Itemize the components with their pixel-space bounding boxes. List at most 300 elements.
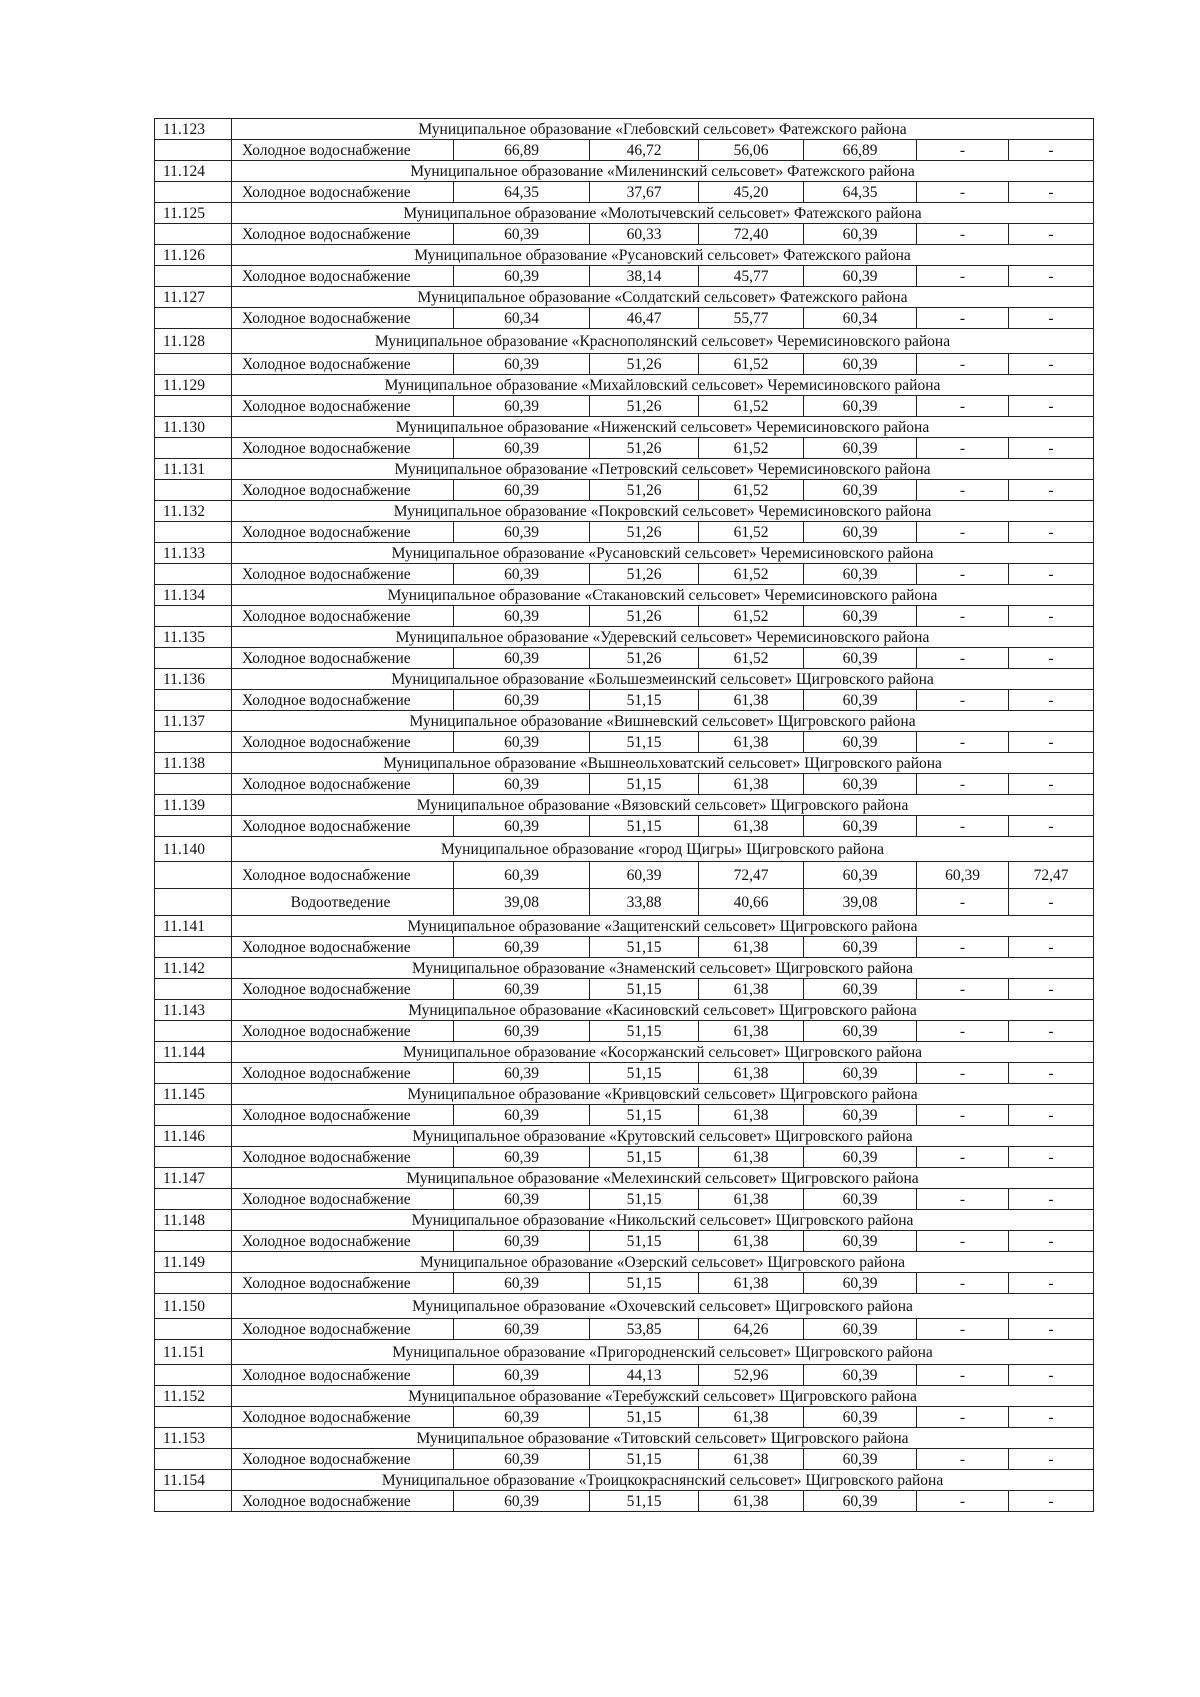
row-number: 11.130 bbox=[155, 417, 232, 438]
service-name: Холодное водоснабжение bbox=[232, 862, 454, 889]
tariff-value: 60,39 bbox=[804, 774, 917, 795]
empty-number-cell bbox=[155, 774, 232, 795]
tariff-value: - bbox=[1009, 889, 1094, 916]
municipality-header-row bbox=[155, 543, 1094, 564]
service-name: Холодное водоснабжение bbox=[232, 1491, 454, 1512]
tariff-value: 72,47 bbox=[699, 862, 804, 889]
tariff-value: - bbox=[917, 1189, 1009, 1210]
tariff-value: 60,39 bbox=[454, 774, 590, 795]
row-number: 11.153 bbox=[155, 1428, 232, 1449]
tariff-value: 60,39 bbox=[804, 1231, 917, 1252]
municipality-title: Муниципальное образование «Русановский сельсовет» Фатежского района bbox=[232, 245, 1094, 266]
tariff-value: 72,47 bbox=[1009, 862, 1094, 889]
empty-number-cell bbox=[155, 522, 232, 543]
service-name: Холодное водоснабжение bbox=[232, 1189, 454, 1210]
tariff-value: - bbox=[1009, 564, 1094, 585]
tariff-value: 51,15 bbox=[590, 1147, 699, 1168]
tariff-value: 60,39 bbox=[804, 690, 917, 711]
service-row bbox=[155, 1449, 1094, 1470]
municipality-title: Муниципальное образование «город Щигры» Щигровского района bbox=[232, 837, 1094, 862]
row-number: 11.132 bbox=[155, 501, 232, 522]
tariff-value: 45,20 bbox=[699, 182, 804, 203]
municipality-header-row bbox=[155, 501, 1094, 522]
tariff-value: - bbox=[917, 308, 1009, 329]
service-row bbox=[155, 1365, 1094, 1386]
service-row bbox=[155, 182, 1094, 203]
empty-number-cell bbox=[155, 1273, 232, 1294]
municipality-title: Муниципальное образование «Никольский сельсовет» Щигровского района bbox=[232, 1210, 1094, 1231]
municipality-title: Муниципальное образование «Глебовский сельсовет» Фатежского района bbox=[232, 119, 1094, 140]
tariff-value: - bbox=[1009, 266, 1094, 287]
municipality-title: Муниципальное образование «Петровский сельсовет» Черемисиновского района bbox=[232, 459, 1094, 480]
municipality-header-row bbox=[155, 795, 1094, 816]
tariff-value: 60,39 bbox=[454, 522, 590, 543]
tariff-value: - bbox=[917, 480, 1009, 501]
municipality-header-row bbox=[155, 203, 1094, 224]
tariff-value: 72,40 bbox=[699, 224, 804, 245]
tariff-value: - bbox=[1009, 140, 1094, 161]
tariff-value: 60,34 bbox=[454, 308, 590, 329]
tariff-value: - bbox=[917, 266, 1009, 287]
service-row bbox=[155, 224, 1094, 245]
municipality-title: Муниципальное образование «Ниженский сельсовет» Черемисиновского района bbox=[232, 417, 1094, 438]
tariff-value: - bbox=[1009, 1449, 1094, 1470]
service-row bbox=[155, 862, 1094, 889]
tariff-value: - bbox=[1009, 1365, 1094, 1386]
empty-number-cell bbox=[155, 889, 232, 916]
tariff-value: 51,26 bbox=[590, 648, 699, 669]
service-name: Холодное водоснабжение bbox=[232, 816, 454, 837]
tariff-value: 61,38 bbox=[699, 1491, 804, 1512]
row-number: 11.140 bbox=[155, 837, 232, 862]
service-row bbox=[155, 732, 1094, 753]
municipality-header-row bbox=[155, 1252, 1094, 1273]
service-name: Холодное водоснабжение bbox=[232, 564, 454, 585]
tariff-value: 61,52 bbox=[699, 606, 804, 627]
tariff-value: 60,39 bbox=[804, 1407, 917, 1428]
service-row bbox=[155, 564, 1094, 585]
tariff-value: 64,35 bbox=[454, 182, 590, 203]
empty-number-cell bbox=[155, 937, 232, 958]
service-name: Холодное водоснабжение bbox=[232, 690, 454, 711]
tariff-value: 51,15 bbox=[590, 690, 699, 711]
tariff-value: 66,89 bbox=[454, 140, 590, 161]
tariff-value: - bbox=[917, 690, 1009, 711]
tariff-value: - bbox=[917, 224, 1009, 245]
tariff-value: 46,72 bbox=[590, 140, 699, 161]
tariff-value: - bbox=[917, 438, 1009, 459]
row-number: 11.124 bbox=[155, 161, 232, 182]
row-number: 11.123 bbox=[155, 119, 232, 140]
tariff-table bbox=[154, 118, 1094, 1512]
municipality-header-row bbox=[155, 375, 1094, 396]
tariff-value: - bbox=[1009, 1231, 1094, 1252]
service-name: Холодное водоснабжение bbox=[232, 648, 454, 669]
municipality-header-row bbox=[155, 1084, 1094, 1105]
tariff-table-body bbox=[155, 119, 1094, 1512]
municipality-header-row bbox=[155, 1042, 1094, 1063]
row-number: 11.126 bbox=[155, 245, 232, 266]
tariff-value: - bbox=[917, 564, 1009, 585]
empty-number-cell bbox=[155, 308, 232, 329]
service-name: Холодное водоснабжение bbox=[232, 1319, 454, 1340]
municipality-title: Муниципальное образование «Косоржанский сельсовет» Щигровского района bbox=[232, 1042, 1094, 1063]
tariff-value: 46,47 bbox=[590, 308, 699, 329]
municipality-header-row bbox=[155, 1210, 1094, 1231]
municipality-title: Муниципальное образование «Большезмеинский сельсовет» Щигровского района bbox=[232, 669, 1094, 690]
municipality-title: Муниципальное образование «Вязовский сельсовет» Щигровского района bbox=[232, 795, 1094, 816]
tariff-value: 45,77 bbox=[699, 266, 804, 287]
tariff-value: - bbox=[917, 1147, 1009, 1168]
empty-number-cell bbox=[155, 1021, 232, 1042]
row-number: 11.148 bbox=[155, 1210, 232, 1231]
tariff-value: - bbox=[917, 1021, 1009, 1042]
row-number: 11.147 bbox=[155, 1168, 232, 1189]
tariff-value: 51,15 bbox=[590, 1105, 699, 1126]
empty-number-cell bbox=[155, 266, 232, 287]
row-number: 11.141 bbox=[155, 916, 232, 937]
tariff-value: 60,39 bbox=[804, 354, 917, 375]
tariff-value: 51,15 bbox=[590, 1063, 699, 1084]
empty-number-cell bbox=[155, 1491, 232, 1512]
municipality-header-row bbox=[155, 1428, 1094, 1449]
empty-number-cell bbox=[155, 1449, 232, 1470]
tariff-value: 60,39 bbox=[454, 354, 590, 375]
tariff-value: 60,39 bbox=[454, 1319, 590, 1340]
tariff-value: - bbox=[1009, 690, 1094, 711]
tariff-value: 51,15 bbox=[590, 774, 699, 795]
service-row bbox=[155, 937, 1094, 958]
municipality-title: Муниципальное образование «Титовский сельсовет» Щигровского района bbox=[232, 1428, 1094, 1449]
municipality-title: Муниципальное образование «Удеревский сельсовет» Черемисиновского района bbox=[232, 627, 1094, 648]
service-row bbox=[155, 1105, 1094, 1126]
empty-number-cell bbox=[155, 480, 232, 501]
tariff-value: - bbox=[1009, 937, 1094, 958]
row-number: 11.129 bbox=[155, 375, 232, 396]
service-name: Холодное водоснабжение bbox=[232, 266, 454, 287]
row-number: 11.139 bbox=[155, 795, 232, 816]
empty-number-cell bbox=[155, 396, 232, 417]
tariff-value: 60,39 bbox=[804, 1319, 917, 1340]
tariff-value: - bbox=[1009, 438, 1094, 459]
tariff-value: 60,39 bbox=[454, 266, 590, 287]
tariff-value: 66,89 bbox=[804, 140, 917, 161]
tariff-value: - bbox=[917, 1231, 1009, 1252]
tariff-value: 60,39 bbox=[454, 648, 590, 669]
tariff-value: - bbox=[917, 1319, 1009, 1340]
service-row bbox=[155, 1021, 1094, 1042]
service-name: Холодное водоснабжение bbox=[232, 1407, 454, 1428]
empty-number-cell bbox=[155, 182, 232, 203]
tariff-value: - bbox=[917, 1273, 1009, 1294]
tariff-value: 52,96 bbox=[699, 1365, 804, 1386]
tariff-value: 60,39 bbox=[454, 1231, 590, 1252]
service-row bbox=[155, 1491, 1094, 1512]
tariff-value: 60,39 bbox=[804, 862, 917, 889]
row-number: 11.151 bbox=[155, 1340, 232, 1365]
municipality-title: Муниципальное образование «Пригородненский сельсовет» Щигровского района bbox=[232, 1340, 1094, 1365]
municipality-header-row bbox=[155, 1470, 1094, 1491]
municipality-title: Муниципальное образование «Кривцовский сельсовет» Щигровского района bbox=[232, 1084, 1094, 1105]
tariff-value: 51,26 bbox=[590, 438, 699, 459]
tariff-value: 60,39 bbox=[454, 1147, 590, 1168]
municipality-title: Муниципальное образование «Миленинский сельсовет» Фатежского района bbox=[232, 161, 1094, 182]
tariff-value: 60,39 bbox=[804, 564, 917, 585]
service-row bbox=[155, 522, 1094, 543]
tariff-value: 53,85 bbox=[590, 1319, 699, 1340]
tariff-value: - bbox=[917, 522, 1009, 543]
tariff-value: 61,38 bbox=[699, 732, 804, 753]
row-number: 11.154 bbox=[155, 1470, 232, 1491]
municipality-header-row bbox=[155, 161, 1094, 182]
tariff-value: 60,39 bbox=[454, 732, 590, 753]
service-row bbox=[155, 354, 1094, 375]
tariff-value: 60,39 bbox=[454, 1021, 590, 1042]
tariff-value: 51,15 bbox=[590, 1231, 699, 1252]
tariff-value: 56,06 bbox=[699, 140, 804, 161]
tariff-value: 60,39 bbox=[804, 1449, 917, 1470]
tariff-value: 60,39 bbox=[454, 606, 590, 627]
service-row bbox=[155, 1063, 1094, 1084]
service-name: Водоотведение bbox=[232, 889, 454, 916]
service-name: Холодное водоснабжение bbox=[232, 140, 454, 161]
tariff-value: 60,39 bbox=[454, 937, 590, 958]
tariff-value: 60,34 bbox=[804, 308, 917, 329]
tariff-value: - bbox=[917, 1063, 1009, 1084]
municipality-header-row bbox=[155, 329, 1094, 354]
tariff-value: 60,39 bbox=[804, 522, 917, 543]
tariff-value: 60,39 bbox=[804, 480, 917, 501]
tariff-value: 61,38 bbox=[699, 1407, 804, 1428]
row-number: 11.137 bbox=[155, 711, 232, 732]
tariff-value: 60,39 bbox=[454, 1063, 590, 1084]
empty-number-cell bbox=[155, 979, 232, 1000]
tariff-value: 38,14 bbox=[590, 266, 699, 287]
empty-number-cell bbox=[155, 1105, 232, 1126]
municipality-header-row bbox=[155, 753, 1094, 774]
empty-number-cell bbox=[155, 1407, 232, 1428]
service-row bbox=[155, 1319, 1094, 1340]
municipality-title: Муниципальное образование «Стакановский сельсовет» Черемисиновского района bbox=[232, 585, 1094, 606]
tariff-value: - bbox=[1009, 979, 1094, 1000]
tariff-value: - bbox=[917, 1105, 1009, 1126]
service-row bbox=[155, 308, 1094, 329]
tariff-value: - bbox=[917, 1365, 1009, 1386]
tariff-value: 60,39 bbox=[454, 564, 590, 585]
municipality-header-row bbox=[155, 669, 1094, 690]
service-row bbox=[155, 648, 1094, 669]
service-name: Холодное водоснабжение bbox=[232, 979, 454, 1000]
tariff-value: - bbox=[917, 889, 1009, 916]
tariff-value: - bbox=[1009, 816, 1094, 837]
empty-number-cell bbox=[155, 732, 232, 753]
tariff-value: - bbox=[917, 1491, 1009, 1512]
empty-number-cell bbox=[155, 606, 232, 627]
tariff-value: 61,38 bbox=[699, 979, 804, 1000]
row-number: 11.134 bbox=[155, 585, 232, 606]
municipality-header-row bbox=[155, 1168, 1094, 1189]
tariff-value: 60,39 bbox=[804, 937, 917, 958]
municipality-header-row bbox=[155, 585, 1094, 606]
row-number: 11.125 bbox=[155, 203, 232, 224]
tariff-value: 60,39 bbox=[804, 1063, 917, 1084]
row-number: 11.149 bbox=[155, 1252, 232, 1273]
tariff-value: - bbox=[1009, 1319, 1094, 1340]
service-name: Холодное водоснабжение bbox=[232, 732, 454, 753]
tariff-value: 60,39 bbox=[454, 1365, 590, 1386]
row-number: 11.146 bbox=[155, 1126, 232, 1147]
tariff-value: 51,15 bbox=[590, 732, 699, 753]
row-number: 11.131 bbox=[155, 459, 232, 480]
tariff-value: 61,38 bbox=[699, 1105, 804, 1126]
tariff-value: - bbox=[1009, 1491, 1094, 1512]
service-name: Холодное водоснабжение bbox=[232, 1273, 454, 1294]
empty-number-cell bbox=[155, 564, 232, 585]
row-number: 11.138 bbox=[155, 753, 232, 774]
tariff-value: 61,38 bbox=[699, 774, 804, 795]
tariff-value: - bbox=[917, 140, 1009, 161]
tariff-value: 61,38 bbox=[699, 1063, 804, 1084]
service-name: Холодное водоснабжение bbox=[232, 1365, 454, 1386]
tariff-value: - bbox=[917, 354, 1009, 375]
row-number: 11.145 bbox=[155, 1084, 232, 1105]
tariff-value: 39,08 bbox=[804, 889, 917, 916]
municipality-title: Муниципальное образование «Защитенский сельсовет» Щигровского района bbox=[232, 916, 1094, 937]
municipality-header-row bbox=[155, 1294, 1094, 1319]
tariff-value: 64,35 bbox=[804, 182, 917, 203]
municipality-header-row bbox=[155, 1000, 1094, 1021]
tariff-value: 51,26 bbox=[590, 396, 699, 417]
tariff-value: 60,39 bbox=[454, 1189, 590, 1210]
municipality-header-row bbox=[155, 119, 1094, 140]
row-number: 11.133 bbox=[155, 543, 232, 564]
empty-number-cell bbox=[155, 1189, 232, 1210]
tariff-value: 60,39 bbox=[454, 1105, 590, 1126]
tariff-value: 60,39 bbox=[804, 816, 917, 837]
tariff-value: - bbox=[917, 1407, 1009, 1428]
tariff-value: 60,39 bbox=[454, 396, 590, 417]
tariff-value: - bbox=[917, 396, 1009, 417]
service-row bbox=[155, 480, 1094, 501]
municipality-title: Муниципальное образование «Молотычевский сельсовет» Фатежского района bbox=[232, 203, 1094, 224]
tariff-value: 39,08 bbox=[454, 889, 590, 916]
tariff-value: 51,15 bbox=[590, 1449, 699, 1470]
row-number: 11.143 bbox=[155, 1000, 232, 1021]
service-name: Холодное водоснабжение bbox=[232, 1231, 454, 1252]
municipality-header-row bbox=[155, 1386, 1094, 1407]
municipality-header-row bbox=[155, 958, 1094, 979]
tariff-value: 60,39 bbox=[804, 732, 917, 753]
tariff-value: 60,39 bbox=[804, 438, 917, 459]
service-row bbox=[155, 396, 1094, 417]
tariff-value: 64,26 bbox=[699, 1319, 804, 1340]
municipality-header-row bbox=[155, 1340, 1094, 1365]
tariff-value: 60,39 bbox=[454, 1491, 590, 1512]
municipality-title: Муниципальное образование «Озерский сельсовет» Щигровского района bbox=[232, 1252, 1094, 1273]
tariff-value: 60,39 bbox=[454, 1273, 590, 1294]
tariff-value: 60,39 bbox=[804, 1105, 917, 1126]
tariff-value: - bbox=[917, 979, 1009, 1000]
tariff-value: - bbox=[1009, 1407, 1094, 1428]
tariff-value: 60,39 bbox=[804, 1491, 917, 1512]
tariff-value: 51,26 bbox=[590, 480, 699, 501]
tariff-value: 51,26 bbox=[590, 354, 699, 375]
empty-number-cell bbox=[155, 1365, 232, 1386]
tariff-value: - bbox=[917, 182, 1009, 203]
tariff-value: 61,52 bbox=[699, 648, 804, 669]
tariff-value: 60,39 bbox=[804, 648, 917, 669]
tariff-value: 61,52 bbox=[699, 438, 804, 459]
tariff-value: 60,39 bbox=[454, 862, 590, 889]
tariff-value: - bbox=[1009, 1273, 1094, 1294]
municipality-title: Муниципальное образование «Знаменский сельсовет» Щигровского района bbox=[232, 958, 1094, 979]
tariff-value: 51,15 bbox=[590, 937, 699, 958]
tariff-value: 60,39 bbox=[804, 1273, 917, 1294]
tariff-value: 60,39 bbox=[804, 224, 917, 245]
empty-number-cell bbox=[155, 690, 232, 711]
tariff-value: 51,26 bbox=[590, 606, 699, 627]
empty-number-cell bbox=[155, 224, 232, 245]
tariff-value: - bbox=[1009, 1189, 1094, 1210]
row-number: 11.127 bbox=[155, 287, 232, 308]
tariff-value: 61,52 bbox=[699, 564, 804, 585]
tariff-value: 60,39 bbox=[804, 1021, 917, 1042]
municipality-title: Муниципальное образование «Вышнеольховатский сельсовет» Щигровского района bbox=[232, 753, 1094, 774]
tariff-value: - bbox=[1009, 224, 1094, 245]
tariff-value: 55,77 bbox=[699, 308, 804, 329]
tariff-value: 60,33 bbox=[590, 224, 699, 245]
service-name: Холодное водоснабжение bbox=[232, 1147, 454, 1168]
service-name: Холодное водоснабжение bbox=[232, 354, 454, 375]
tariff-value: 60,39 bbox=[590, 862, 699, 889]
tariff-value: - bbox=[1009, 732, 1094, 753]
tariff-value: 51,15 bbox=[590, 1273, 699, 1294]
municipality-header-row bbox=[155, 627, 1094, 648]
service-row bbox=[155, 1407, 1094, 1428]
tariff-value: - bbox=[917, 816, 1009, 837]
tariff-value: - bbox=[1009, 1063, 1094, 1084]
service-row bbox=[155, 816, 1094, 837]
service-row bbox=[155, 266, 1094, 287]
service-name: Холодное водоснабжение bbox=[232, 438, 454, 459]
row-number: 11.136 bbox=[155, 669, 232, 690]
service-row bbox=[155, 140, 1094, 161]
tariff-value: 60,39 bbox=[917, 862, 1009, 889]
service-row bbox=[155, 774, 1094, 795]
service-row bbox=[155, 606, 1094, 627]
row-number: 11.142 bbox=[155, 958, 232, 979]
tariff-value: 51,26 bbox=[590, 564, 699, 585]
empty-number-cell bbox=[155, 140, 232, 161]
tariff-value: - bbox=[1009, 648, 1094, 669]
tariff-value: 51,15 bbox=[590, 1021, 699, 1042]
tariff-value: 60,39 bbox=[804, 1147, 917, 1168]
municipality-title: Муниципальное образование «Крутовский сельсовет» Щигровского района bbox=[232, 1126, 1094, 1147]
tariff-value: 60,39 bbox=[454, 1407, 590, 1428]
empty-number-cell bbox=[155, 816, 232, 837]
tariff-value: 61,52 bbox=[699, 396, 804, 417]
service-name: Холодное водоснабжение bbox=[232, 1105, 454, 1126]
tariff-value: 60,39 bbox=[454, 1449, 590, 1470]
empty-number-cell bbox=[155, 1319, 232, 1340]
tariff-value: 61,38 bbox=[699, 816, 804, 837]
tariff-value: - bbox=[917, 1449, 1009, 1470]
service-row bbox=[155, 1189, 1094, 1210]
service-row bbox=[155, 438, 1094, 459]
empty-number-cell bbox=[155, 862, 232, 889]
tariff-value: - bbox=[1009, 1021, 1094, 1042]
tariff-value: - bbox=[1009, 182, 1094, 203]
